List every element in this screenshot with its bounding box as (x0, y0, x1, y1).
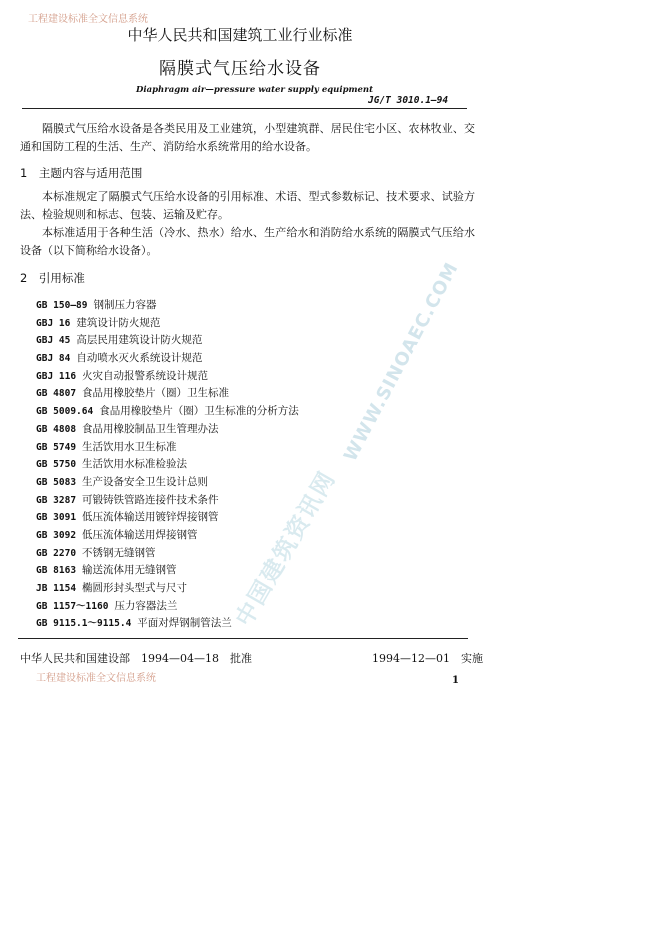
list-item (36, 439, 299, 457)
standard-name: 压力容器法兰 (114, 599, 178, 612)
standard-number: GB 4808 (36, 423, 77, 435)
standard-name: 低压流体输送用焊接钢管 (82, 528, 198, 541)
standard-number: GBJ 16 (36, 317, 71, 329)
reference-standards-list (36, 297, 299, 633)
list-item (36, 492, 299, 510)
list-item (36, 421, 299, 439)
watermark-top: 工程建设标准全文信息系统 (28, 14, 148, 25)
section-2-heading: 2 引用标准 (20, 271, 85, 285)
standard-name: 输送流体用无缝钢管 (82, 564, 177, 577)
standard-name: 可锻铸铁管路连接件技术条件 (82, 493, 219, 506)
standard-number: GBJ 84 (36, 353, 71, 365)
standard-name: 低压流体输送用镀锌焊接钢管 (82, 511, 219, 524)
standard-name: 生活饮用水标准检验法 (82, 458, 188, 471)
list-item (36, 580, 299, 598)
standard-number: GB 8163 (36, 565, 77, 577)
page-number: 1 (452, 675, 459, 686)
watermark-site-name: 中国建筑资讯网 (231, 466, 342, 631)
watermark-bottom: 工程建设标准全文信息系统 (36, 673, 156, 684)
standard-name: 食品用橡胶垫片（圈）卫生标准 (82, 387, 230, 400)
english-title: Diaphragm air—pressure water supply equipment (136, 85, 374, 95)
standard-name: 平面对焊钢制管法兰 (137, 617, 232, 630)
section-1-heading: 1 主题内容与适用范围 (20, 166, 143, 180)
implementation-date: 1994—12—01 实施 (372, 652, 483, 665)
standard-number: GBJ 116 (36, 370, 77, 382)
standard-number: GBJ 45 (36, 335, 71, 347)
list-item (36, 545, 299, 563)
standard-name: 自动喷水灭火系统设计规范 (76, 352, 203, 365)
standard-number: GB 9115.1～9115.4 (36, 618, 132, 630)
list-item (36, 474, 299, 492)
standard-number: GB 1157～1160 (36, 600, 109, 612)
standard-name: 生活饮用水卫生标准 (82, 440, 177, 453)
standard-number: GB 3092 (36, 529, 77, 541)
list-item (36, 456, 299, 474)
standard-name: 高层民用建筑设计防火规范 (76, 334, 203, 347)
list-item (36, 615, 299, 633)
organization-title: 中华人民共和国建筑工业行业标准 (127, 26, 353, 44)
list-item (36, 297, 299, 315)
standard-name: 食品用橡胶制品卫生管理办法 (82, 422, 219, 435)
standard-name: 不锈钢无缝钢管 (82, 546, 156, 559)
list-item (36, 527, 299, 545)
watermark-site-url: WWW.SINOAEC.COM (340, 258, 463, 465)
list-item (36, 403, 299, 421)
standard-number: GB 150—89 (36, 300, 88, 311)
standard-number: GB 3287 (36, 494, 77, 506)
standard-number: JB 1154 (36, 583, 77, 594)
list-item (36, 315, 299, 333)
standard-number: GB 5749 (36, 441, 77, 453)
document-title: 隔膜式气压给水设备 (159, 59, 321, 79)
standard-name: 火灾自动报警系统设计规范 (82, 369, 209, 382)
section-1-paragraph-2: 本标准适用于各种生活（冷水、热水）给水、生产给水和消防给水系统的隔膜式气压给水设备（以下简称给水设备）。 (20, 226, 475, 257)
list-item (36, 368, 299, 386)
intro-paragraph: 隔膜式气压给水设备是各类民用及工业建筑，小型建筑群、居民住宅小区、农林牧业、交通和国防工程的生活、生产、消防给水系统常用的给水设备。 (20, 122, 475, 153)
standard-name: 椭圆形封头型式与尺寸 (82, 582, 188, 594)
standard-name: 钢制压力容器 (93, 299, 157, 311)
list-item (36, 385, 299, 403)
standard-number: GB 3091 (36, 512, 77, 524)
header-divider (22, 108, 467, 109)
list-item (36, 350, 299, 368)
approval-date: 中华人民共和国建设部 1994—04—18 批准 (20, 652, 252, 665)
standard-number: GB 2270 (36, 547, 77, 559)
standard-number: GB 5083 (36, 476, 77, 488)
footer-divider (18, 638, 468, 639)
list-item (36, 562, 299, 580)
standard-name: 食品用橡胶垫片（圈）卫生标准的分析方法 (99, 405, 299, 418)
list-item (36, 598, 299, 616)
standard-name: 建筑设计防火规范 (76, 316, 161, 329)
standard-number: GB 5009.64 (36, 406, 94, 418)
list-item (36, 332, 299, 350)
standard-name: 生产设备安全卫生设计总则 (82, 475, 209, 488)
section-1-paragraph-1: 本标准规定了隔膜式气压给水设备的引用标准、术语、型式参数标记、技术要求、试验方法、检验规则和标志、包装、运输及贮存。 (20, 190, 475, 221)
list-item (36, 509, 299, 527)
standard-number: GB 4807 (36, 388, 77, 400)
standard-number: GB 5750 (36, 459, 77, 471)
standard-code: JG/T 3010.1—94 (368, 95, 449, 106)
